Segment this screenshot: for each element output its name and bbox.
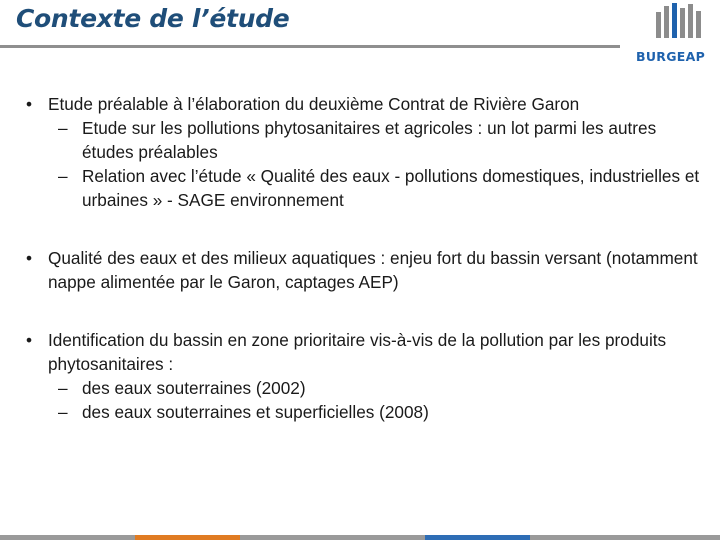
footer-bar-segment	[135, 535, 240, 540]
sub-dash: –	[58, 402, 68, 422]
sub-dash: –	[58, 166, 68, 186]
slide-title: Contexte de l’étude	[16, 4, 290, 33]
burgeap-logo	[634, 2, 718, 64]
bullet-3-sub-2	[20, 400, 710, 424]
spacer	[20, 212, 710, 246]
bullet-3-sub-1-text: des eaux souterraines (2002)	[82, 378, 306, 398]
bullet-2	[20, 246, 710, 294]
bullet-3-sub-1	[20, 376, 710, 400]
bullet-1-sub-1	[20, 116, 710, 164]
bullet-dot: •	[26, 94, 33, 114]
title-rule	[0, 45, 620, 48]
bullet-3	[20, 328, 710, 376]
logo-wordmark: BURGEAP	[636, 49, 706, 64]
footer-bar-segment	[0, 535, 135, 540]
bullet-1-sub-1-text: Etude sur les pollutions phytosanitaires et agricoles : un lot parmi les autres études préalables	[82, 118, 657, 162]
bullet-1-sub-2	[20, 164, 710, 212]
footer-bar-segment	[425, 535, 530, 540]
bullet-dot: •	[26, 248, 33, 268]
footer-bar-segment	[530, 535, 720, 540]
bullet-1-text: Etude préalable à l’élaboration du deuxième Contrat de Rivière Garon	[48, 94, 580, 114]
logo-bars-icon	[634, 2, 718, 48]
bullet-1-sub-2-text: Relation avec l’étude « Qualité des eaux - pollutions domestiques, industrielles et urbaines » - SAGE environnement	[82, 166, 700, 210]
bullet-1	[20, 92, 710, 116]
sub-dash: –	[58, 378, 68, 398]
sub-dash: –	[58, 118, 68, 138]
bullet-3-text: Identification du bassin en zone prioritaire vis-à-vis de la pollution par les produits phytosanitaires :	[48, 330, 667, 374]
footer-bar-segment	[240, 535, 425, 540]
bullet-2-text: Qualité des eaux et des milieux aquatiques : enjeu fort du bassin versant (notamment nappe alimentée par le Garon, captages AEP)	[48, 248, 698, 292]
content	[20, 92, 710, 424]
bullet-3-sub-2-text: des eaux souterraines et superficielles (2008)	[82, 402, 429, 422]
bullet-dot: •	[26, 330, 33, 350]
footer-color-bar	[0, 535, 720, 540]
spacer	[20, 294, 710, 328]
